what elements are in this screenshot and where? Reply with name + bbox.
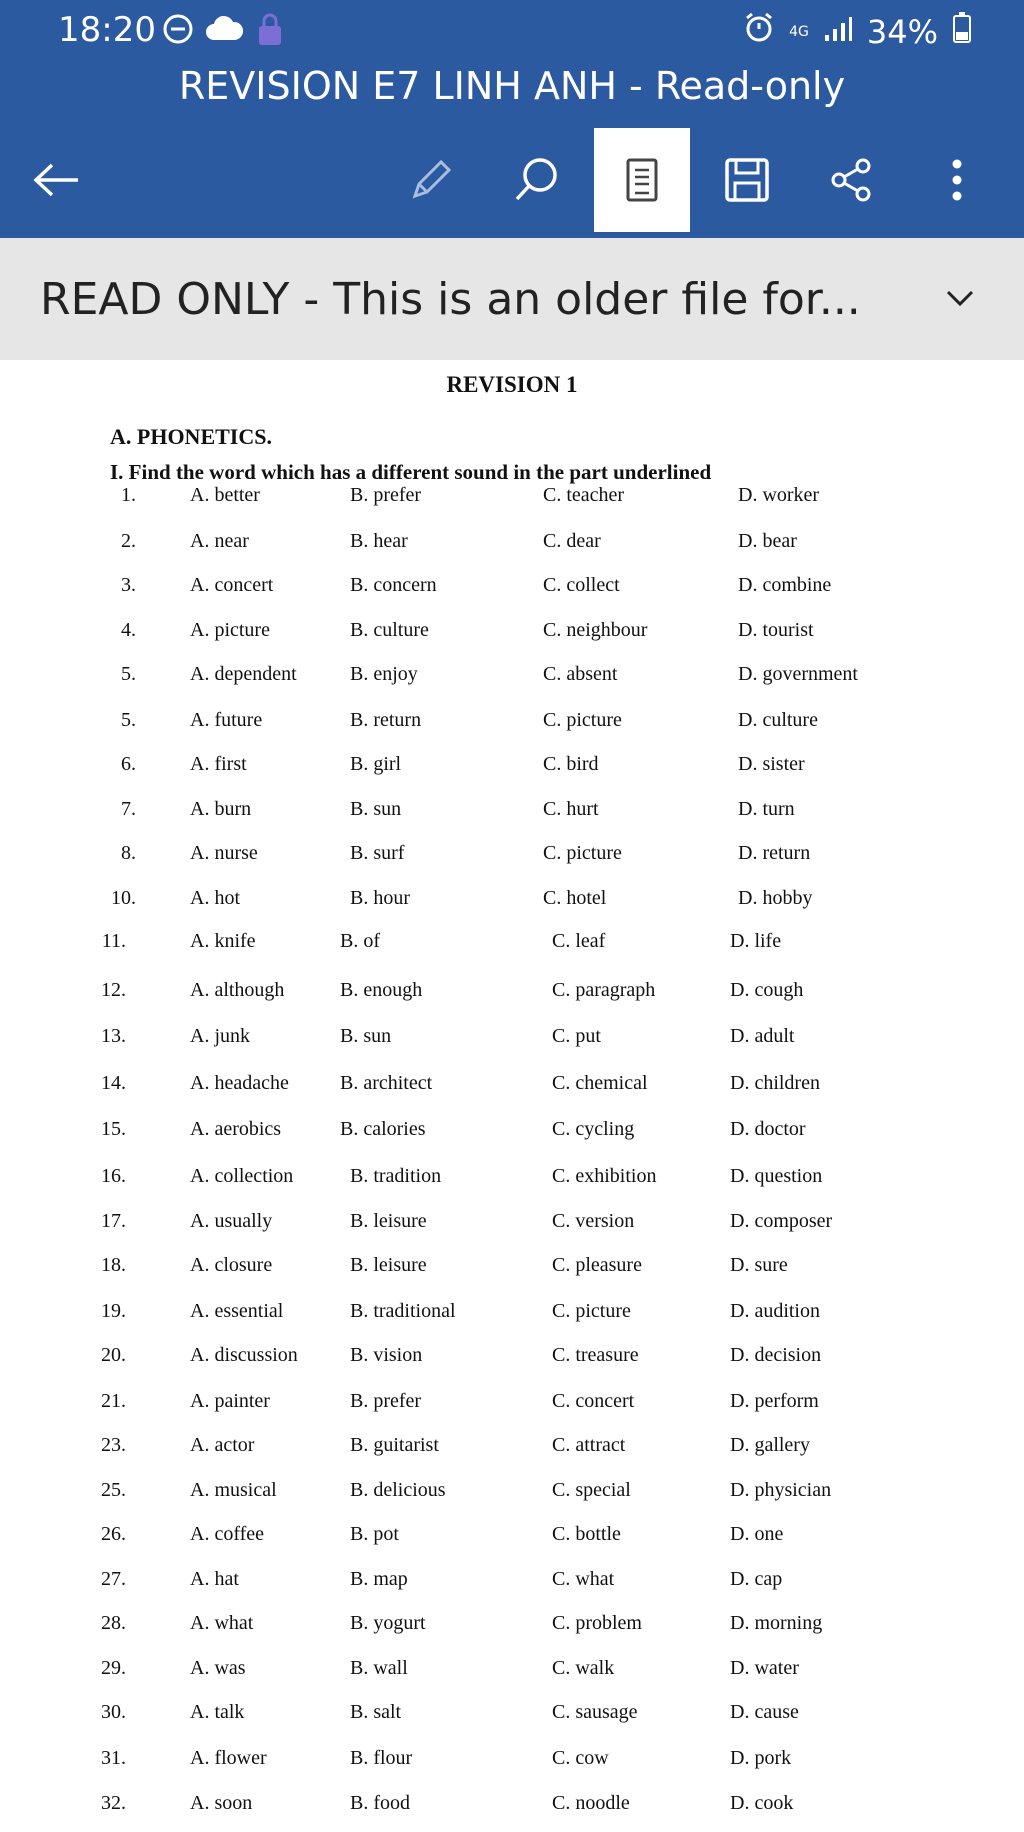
option-a: A. soon [190,1792,253,1814]
option-a: A. aerobics [190,1118,282,1140]
question-row [0,753,1024,793]
pencil-icon[interactable] [396,128,466,232]
option-d: D. combine [738,574,832,596]
option-b: B. salt [350,1701,402,1723]
option-a: A. first [190,753,247,775]
question-number: 11. [101,930,126,952]
question-row [0,619,1024,659]
option-b: B. vision [350,1344,423,1366]
question-row [0,1479,1024,1519]
question-row [0,1165,1024,1205]
document-page [0,360,1024,1820]
option-d: D. perform [730,1390,819,1412]
option-c: C. noodle [552,1792,630,1814]
option-c: C. put [552,1025,601,1047]
back-arrow-icon[interactable] [22,128,92,232]
question-number: 3. [121,574,136,596]
option-a: A. what [190,1612,254,1634]
option-a: A. painter [190,1390,270,1412]
option-d: D. cap [730,1568,783,1590]
banner-message: READ ONLY - This is an older file for... [40,274,861,325]
question-row [0,1701,1024,1741]
status-time: 18:20 [58,10,156,50]
option-a: A. hat [190,1568,239,1590]
option-d: D. worker [738,484,820,506]
signal-icon [823,13,853,51]
option-b: B. enjoy [350,663,418,685]
option-b: B. pot [350,1523,399,1545]
option-a: A. headache [190,1072,289,1094]
minus-circle-icon [162,12,194,46]
option-c: C. picture [543,842,622,864]
cloud-icon [205,12,243,46]
question-number: 12. [101,979,126,1001]
option-b: B. girl [350,753,402,775]
option-d: D. physician [730,1479,832,1501]
option-d: D. cough [730,979,804,1001]
option-a: A. talk [190,1701,245,1723]
option-a: A. picture [190,619,270,641]
option-b: B. culture [350,619,429,641]
option-b: B. surf [350,842,405,864]
lock-icon [256,12,284,46]
option-d: D. composer [730,1210,833,1232]
option-c: C. hurt [543,798,599,820]
option-d: D. hobby [738,887,813,909]
option-c: C. sausage [552,1701,638,1723]
question-number: 18. [101,1254,126,1276]
option-c: C. attract [552,1434,626,1456]
option-d: D. decision [730,1344,822,1366]
doc-heading: REVISION 1 [446,372,578,397]
question-row [0,1434,1024,1474]
question-number: 17. [101,1210,126,1232]
status-right [743,12,972,52]
option-a: A. junk [190,1025,250,1047]
option-c: C. paragraph [552,979,656,1001]
question-number: 8. [121,842,136,864]
question-row [0,1523,1024,1563]
status-bar [0,0,1024,62]
question-number: 31. [101,1747,126,1769]
option-d: D. tourist [738,619,814,641]
option-a: A. discussion [190,1344,298,1366]
question-row [0,709,1024,749]
option-a: A. dependent [190,663,297,685]
question-row [0,574,1024,614]
option-c: C. concert [552,1390,635,1412]
network-type: 4G [789,24,809,40]
save-icon[interactable] [712,128,782,232]
question-row [0,1344,1024,1384]
option-a: A. future [190,709,263,731]
question-row [0,484,1024,524]
option-d: D. question [730,1165,823,1187]
option-b: B. yogurt [350,1612,426,1634]
option-d: D. cook [730,1792,794,1814]
option-d: D. one [730,1523,784,1545]
option-c: C. version [552,1210,635,1232]
option-c: C. what [552,1568,615,1590]
question-number: 2. [121,530,136,552]
question-number: 23. [101,1434,126,1456]
option-b: B. calories [340,1118,426,1140]
option-d: D. adult [730,1025,795,1047]
option-d: D. cause [730,1701,799,1723]
instruction: I. Find the word which has a different sound in the part underlined [110,460,712,484]
option-d: D. pork [730,1747,792,1769]
question-number: 5. [121,709,136,731]
chevron-down-icon[interactable] [940,278,980,322]
share-icon[interactable] [816,128,886,232]
question-row [0,1390,1024,1430]
option-b: B. flour [350,1747,413,1769]
question-number: 29. [101,1657,126,1679]
option-d: D. government [738,663,858,685]
option-b: B. wall [350,1657,408,1679]
option-c: C. pleasure [552,1254,642,1276]
question-row [0,798,1024,838]
question-number: 7. [121,798,136,820]
question-row [0,1747,1024,1787]
option-b: B. delicious [350,1479,446,1501]
option-c: C. leaf [552,930,606,952]
option-d: D. gallery [730,1434,810,1456]
option-a: A. knife [190,930,256,952]
question-row [0,1072,1024,1112]
option-d: D. children [730,1072,820,1094]
question-number: 15. [101,1118,126,1140]
question-row [0,842,1024,882]
option-b: B. enough [340,979,423,1001]
question-number: 6. [121,753,136,775]
question-row [0,979,1024,1019]
option-a: A. essential [190,1300,284,1322]
option-b: B. prefer [350,1390,422,1412]
option-c: C. hotel [543,887,607,909]
question-row [0,1300,1024,1340]
question-number: 21. [101,1390,126,1412]
option-d: D. audition [730,1300,820,1322]
option-a: A. coffee [190,1523,265,1545]
option-a: A. flower [190,1747,267,1769]
option-d: D. culture [738,709,818,731]
question-number: 26. [101,1523,126,1545]
question-row [0,1612,1024,1652]
option-a: A. although [190,979,285,1001]
question-number: 28. [101,1612,126,1634]
question-row [0,1118,1024,1158]
more-icon[interactable] [924,128,990,232]
question-number: 5. [121,663,136,685]
option-b: B. sun [340,1025,392,1047]
option-b: B. return [350,709,422,731]
option-b: B. food [350,1792,410,1814]
option-d: D. turn [738,798,795,820]
reading-view-icon[interactable] [594,128,690,232]
option-a: A. hot [190,887,240,909]
option-c: C. special [552,1479,631,1501]
question-number: 20. [101,1344,126,1366]
option-c: C. picture [543,709,622,731]
search-icon[interactable] [502,128,572,232]
option-d: D. sure [730,1254,788,1276]
question-number: 13. [101,1025,126,1047]
question-row [0,930,1024,970]
option-d: D. doctor [730,1118,806,1140]
option-a: A. closure [190,1254,273,1276]
option-b: B. leisure [350,1210,427,1232]
option-c: C. walk [552,1657,615,1679]
question-number: 14. [101,1072,126,1094]
battery-percent: 34% [866,13,938,51]
question-number: 4. [121,619,136,641]
question-row [0,663,1024,703]
option-b: B. tradition [350,1165,442,1187]
toolbar [0,128,1024,232]
battery-icon [952,12,972,52]
option-a: A. burn [190,798,252,820]
option-b: B. sun [350,798,402,820]
option-c: C. dear [543,530,601,552]
option-a: A. collection [190,1165,294,1187]
option-d: D. life [730,930,782,952]
option-a: A. concert [190,574,274,596]
option-c: C. collect [543,574,620,596]
option-b: B. architect [340,1072,433,1094]
question-number: 30. [101,1701,126,1723]
question-row [0,887,1024,927]
question-number: 16. [101,1165,126,1187]
option-a: A. actor [190,1434,255,1456]
document-title: REVISION E7 LINH ANH - Read-only [178,64,846,108]
option-a: A. was [190,1657,246,1679]
option-a: A. better [190,484,260,506]
question-row [0,1025,1024,1065]
option-c: C. chemical [552,1072,648,1094]
option-c: C. treasure [552,1344,639,1366]
section-title: A. PHONETICS. [110,424,272,449]
option-b: B. guitarist [350,1434,439,1456]
option-c: C. bird [543,753,599,775]
option-b: B. leisure [350,1254,427,1276]
option-c: C. picture [552,1300,631,1322]
option-c: C. cow [552,1747,609,1769]
question-row [0,1254,1024,1294]
option-a: A. musical [190,1479,277,1501]
option-b: B. hour [350,887,410,909]
option-d: D. water [730,1657,799,1679]
read-only-banner[interactable] [0,238,1024,360]
alarm-icon [743,12,775,52]
option-d: D. return [738,842,811,864]
option-c: C. absent [543,663,618,685]
question-row [0,1657,1024,1697]
option-c: C. teacher [543,484,625,506]
option-c: C. cycling [552,1118,635,1140]
question-row [0,1792,1024,1832]
option-d: D. morning [730,1612,823,1634]
option-a: A. nurse [190,842,258,864]
option-d: D. bear [738,530,797,552]
option-c: C. problem [552,1612,642,1634]
question-number: 1. [121,484,136,506]
option-b: B. map [350,1568,408,1590]
question-number: 25. [101,1479,126,1501]
option-a: A. usually [190,1210,273,1232]
option-b: B. prefer [350,484,422,506]
option-c: C. bottle [552,1523,621,1545]
question-row [0,1568,1024,1608]
question-row [0,530,1024,570]
option-b: B. hear [350,530,408,552]
option-d: D. sister [738,753,805,775]
app-header [0,0,1024,238]
question-number: 10. [111,887,136,909]
question-number: 19. [101,1300,126,1322]
option-b: B. concern [350,574,437,596]
option-b: B. traditional [350,1300,456,1322]
option-c: C. exhibition [552,1165,657,1187]
question-number: 27. [101,1568,126,1590]
option-b: B. of [340,930,380,952]
question-row [0,1210,1024,1250]
question-number: 32. [101,1792,126,1814]
option-a: A. near [190,530,249,552]
option-c: C. neighbour [543,619,648,641]
